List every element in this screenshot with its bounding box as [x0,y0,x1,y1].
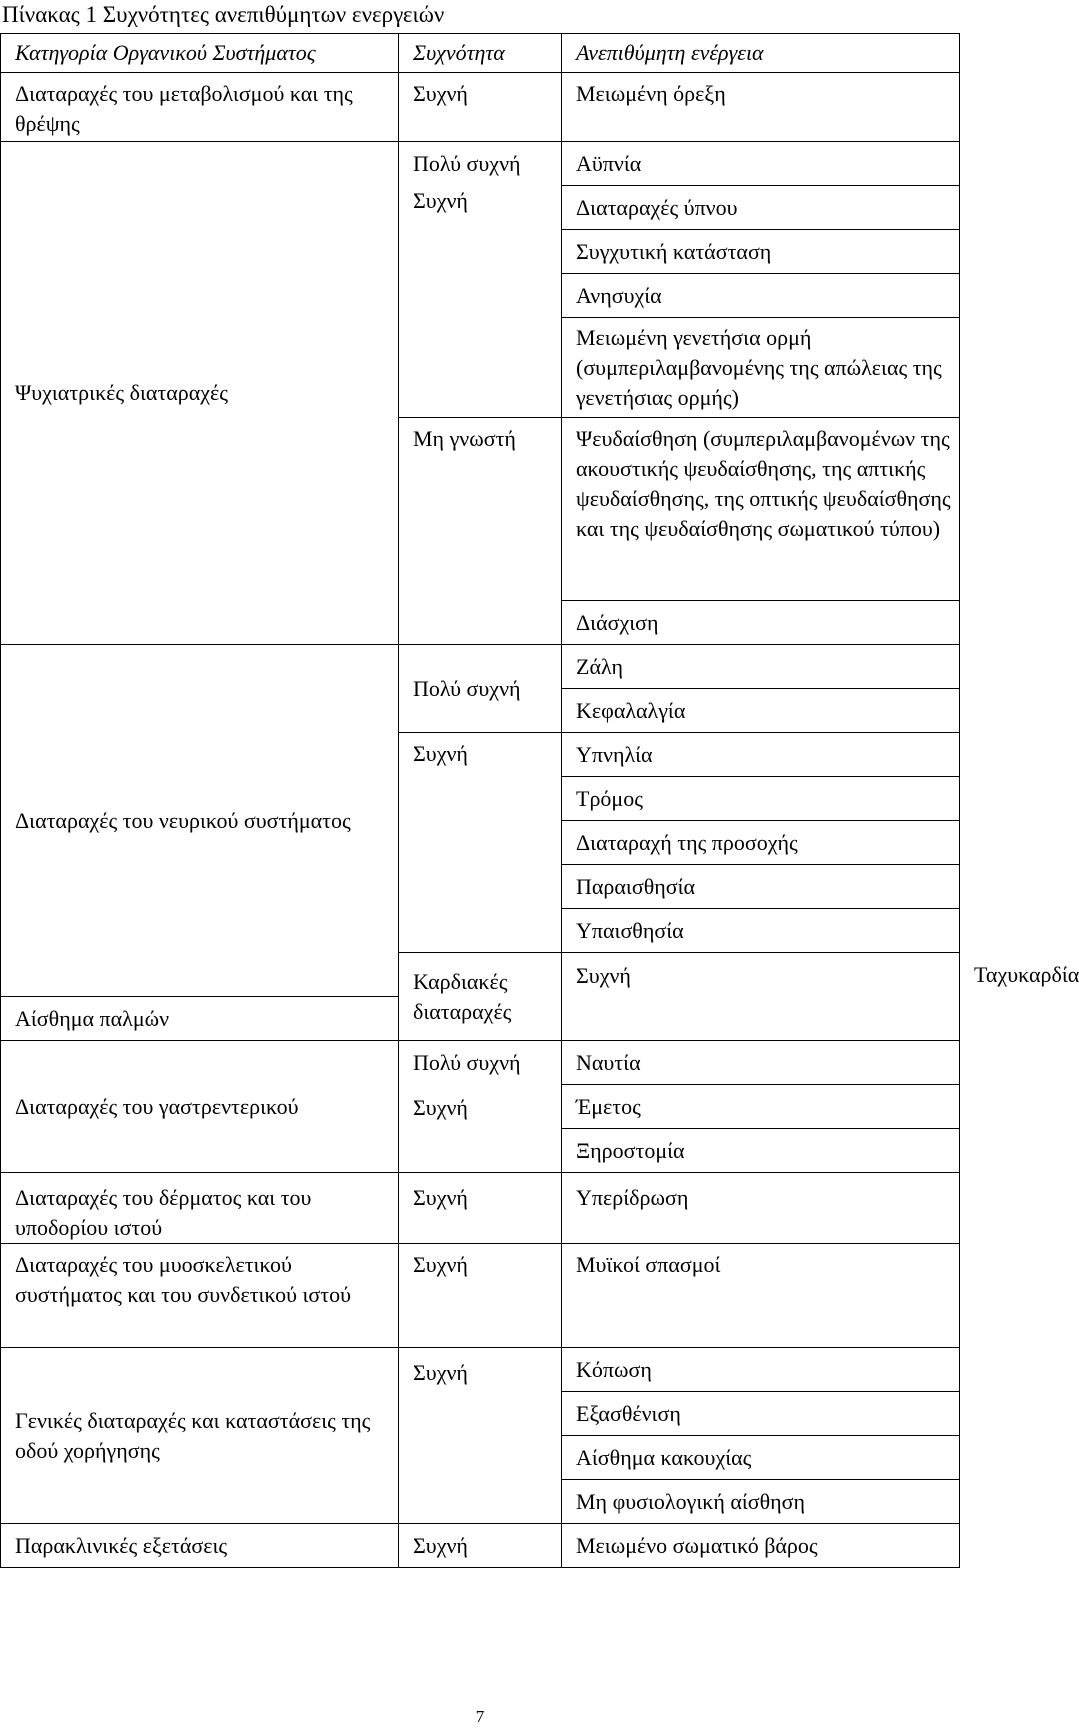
table-row-psychiatric-1 [1,142,960,186]
category-gastrointestinal: Διαταραχές του γαστρεντερικού [1,1041,399,1173]
effect-muscle-spasms: Μυϊκοί σπασμοί [562,1244,960,1348]
category-skin: Διαταραχές του δέρματος και του υποδορίου ιστού [1,1173,399,1244]
table-header-row [1,34,960,73]
frequency-psychiatric-common: Συχνή [399,186,562,418]
effect-restlessness: Ανησυχία [562,274,960,318]
table-row-general-1 [1,1348,960,1392]
category-metabolism: Διαταραχές του μεταβολισμού και της θρέψης [1,73,399,142]
frequency-gastro-common: Συχνή [399,1085,562,1173]
effect-palpitations: Αίσθημα παλμών [1,997,399,1041]
effect-decreased-appetite: Μειωμένη όρεξη [562,73,960,142]
category-musculoskeletal: Διαταραχές του μυοσκελετικού συστήματος και του συνδετικού ιστού [1,1244,399,1348]
header-frequency: Συχνότητα [399,34,562,73]
effect-distraction: Διάσχιση [562,601,960,645]
category-general: Γενικές διαταραχές και καταστάσεις της οδού χορήγησης [1,1348,399,1524]
category-investigations: Παρακλινικές εξετάσεις [1,1524,399,1568]
effect-hyperhidrosis: Υπερίδρωση [562,1173,960,1244]
effect-hallucination: Ψευδαίσθηση (συμπεριλαμβανομένων της ακουστικής ψευδαίσθησης, της απτικής ψευδαίσθησης, της οπτικής ψευδαίσθησης και της ψευδαίσθησης σωματικού τύπου) [562,418,960,601]
table-row-cardiac-1: Καρδιακές διαταραχές Συχνή Ταχυκαρδία [1,953,960,997]
table-row-gastro-1 [1,1041,960,1085]
frequency-skin: Συχνή [399,1173,562,1244]
effect-disturbance-in-attention: Διαταραχή της προσοχής [562,821,960,865]
frequency-nervous-common: Συχνή [399,733,562,953]
category-psychiatric: Ψυχιατρικές διαταραχές [1,142,399,645]
page-number: 7 [475,1707,485,1726]
effect-decreased-libido: Μειωμένη γενετήσια ορμή (συμπεριλαμβανομένης της απώλειας της γενετήσιας ορμής) [562,318,960,418]
effect-confusional-state: Συγχυτική κατάσταση [562,230,960,274]
table-row-skin [1,1173,960,1244]
frequency-psychiatric-very-common: Πολύ συχνή [399,142,562,186]
effect-fatigue: Κόπωση [562,1348,960,1392]
frequency-metabolism: Συχνή [399,73,562,142]
effect-hypoaesthesia: Υπαισθησία [562,909,960,953]
effect-insomnia: Αϋπνία [562,142,960,186]
effect-tremor: Τρόμος [562,777,960,821]
effect-asthenia: Εξασθένιση [562,1392,960,1436]
header-effect: Ανεπιθύμητη ενέργεια [562,34,960,73]
effect-feeling-abnormal: Μη φυσιολογική αίσθηση [562,1480,960,1524]
adverse-reactions-table [0,33,1079,1568]
frequency-psychiatric-unknown: Μη γνωστή [399,418,562,645]
effect-somnolence: Υπνηλία [562,733,960,777]
table-caption: Πίνακας 1 Συχνότητες ανεπιθύμητων ενεργειών [2,2,445,27]
frequency-cardiac: Συχνή [562,953,960,1041]
effect-malaise: Αίσθημα κακουχίας [562,1436,960,1480]
table-row-investigations [1,1524,960,1568]
effect-headache: Κεφαλαλγία [562,689,960,733]
table-row-musculoskeletal [1,1244,960,1348]
frequency-nervous-very-common: Πολύ συχνή [399,645,562,733]
table-row-metabolism [1,73,960,142]
effect-dizziness: Ζάλη [562,645,960,689]
frequency-general: Συχνή [399,1348,562,1524]
frequency-investigations: Συχνή [399,1524,562,1568]
frequency-musculoskeletal: Συχνή [399,1244,562,1348]
header-category: Κατηγορία Οργανικού Συστήματος [1,34,399,73]
frequency-gastro-very-common: Πολύ συχνή [399,1041,562,1085]
category-cardiac: Καρδιακές διαταραχές [399,953,562,1041]
effect-dry-mouth: Ξηροστομία [562,1129,960,1173]
effect-nausea: Ναυτία [562,1041,960,1085]
category-nervous: Διαταραχές του νευρικού συστήματος [1,645,399,997]
effect-weight-decreased: Μειωμένο σωματικό βάρος [562,1524,960,1568]
table-row-nervous-1 [1,645,960,689]
effect-paraesthesia: Παραισθησία [562,865,960,909]
effect-sleep-disorders: Διαταραχές ύπνου [562,186,960,230]
effect-vomiting: Έμετος [562,1085,960,1129]
